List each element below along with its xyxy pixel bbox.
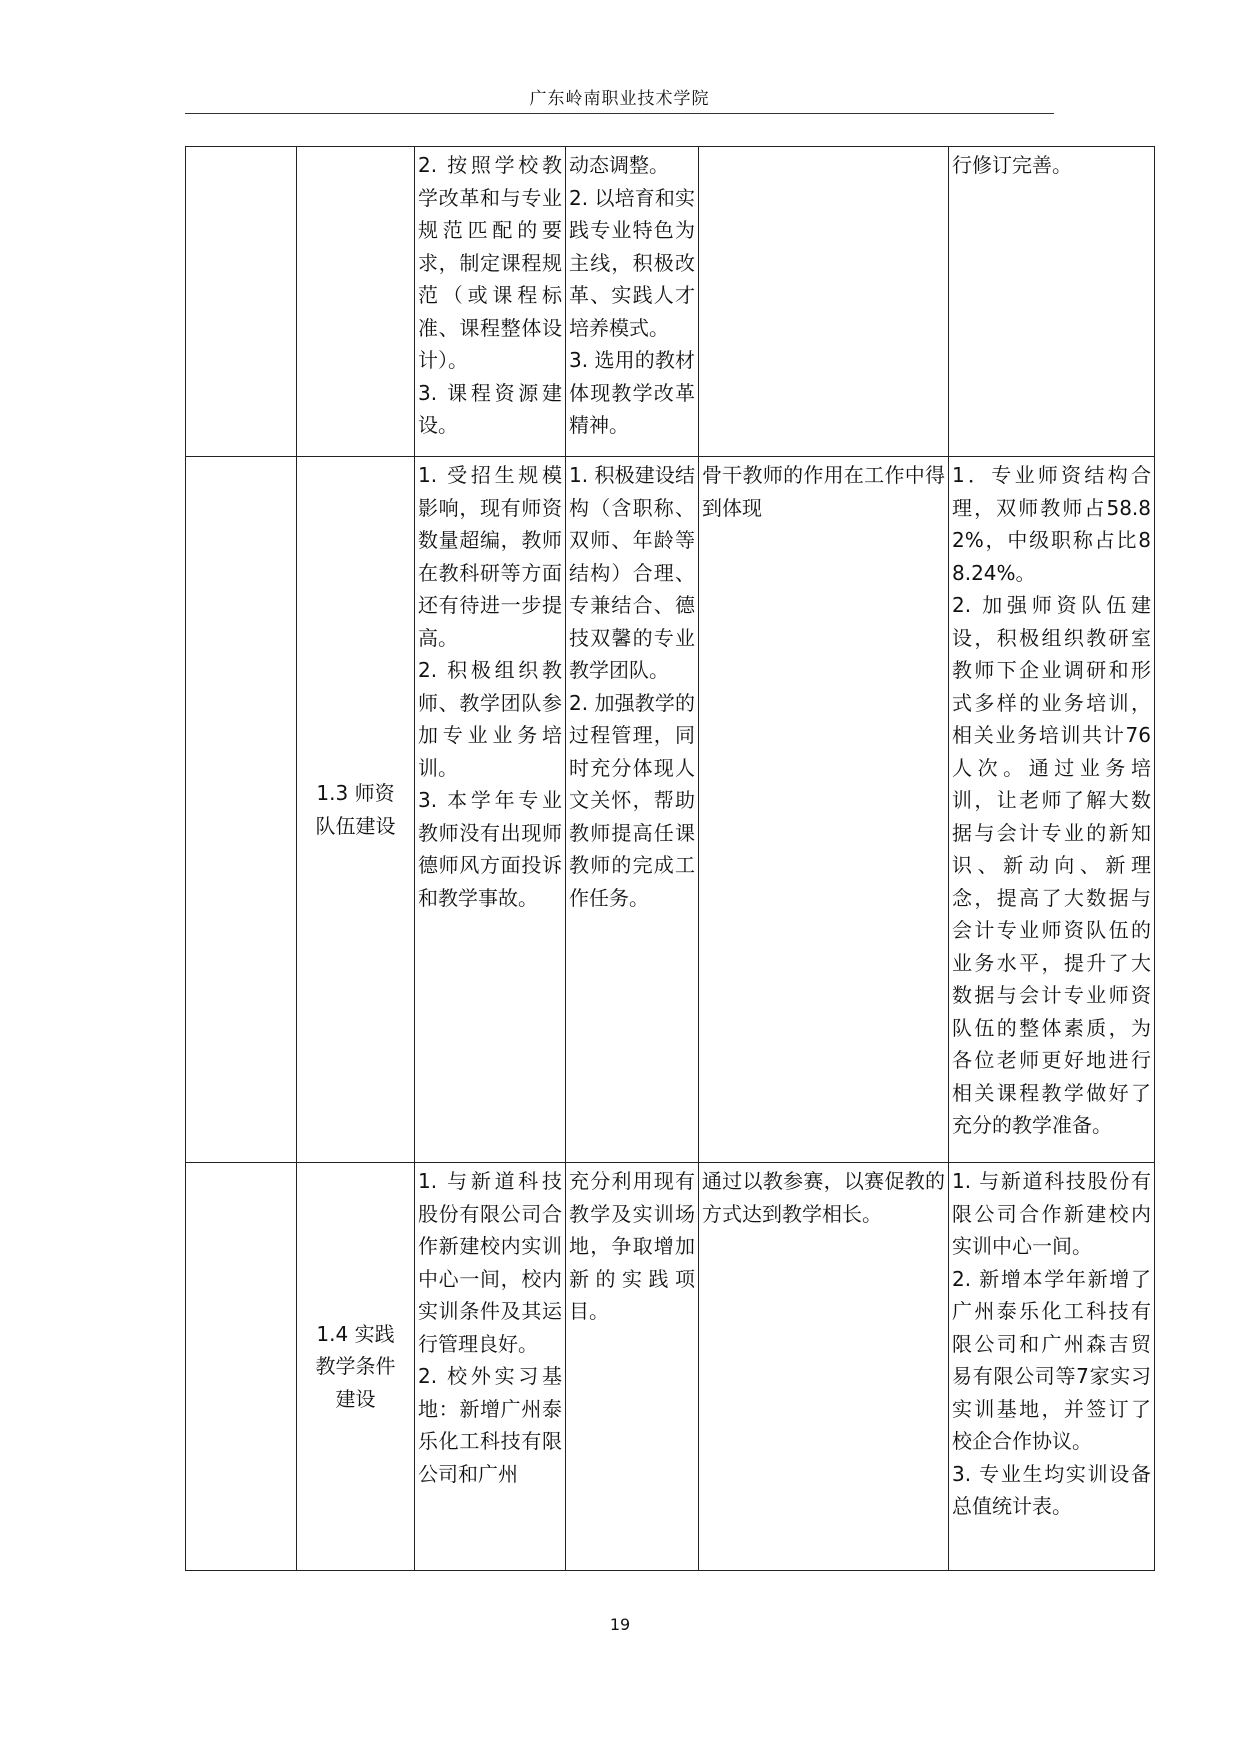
category-cell (186, 1163, 297, 1571)
table-row (186, 1163, 1155, 1571)
sub-item-cell (297, 147, 415, 457)
status-cell: 1. 受招生规模影响，现有师资数量超编，教师在教科研等方面还有待进一步提高。 2. 积极组织教师、教学团队参加专业业务培训。 3. 本学年专业教师没有出现师德师风方面投诉和教学事故。 (415, 457, 566, 1163)
sub-item-cell: 1.3 师资队伍建设 (297, 457, 415, 1163)
evidence-cell: 1. 与新道科技股份有限公司合作新建校内实训中心一间。 2. 新增本学年新增了广州泰乐化工科技有限公司和广州森吉贸易有限公司等7家实习实训基地，并签订了校企合作协议。 3. 专业生均实训设备总值统计表。 (949, 1163, 1155, 1571)
sub-item-cell: 1.4 实践教学条件建设 (297, 1163, 415, 1571)
measures-cell: 动态调整。 2. 以培育和实践专业特色为主线，积极改革、实践人才培养模式。 3. 选用的教材体现教学改革精神。 (566, 147, 699, 457)
category-cell (186, 147, 297, 457)
effect-cell (699, 147, 949, 457)
evaluation-table (185, 146, 1155, 1571)
effect-cell: 骨干教师的作用在工作中得到体现 (699, 457, 949, 1163)
status-cell: 2. 按照学校教学改革和与专业规范匹配的要求，制定课程规范（或课程标准、课程整体设计）。 3. 课程资源建设。 (415, 147, 566, 457)
category-cell (186, 457, 297, 1163)
page-header-title: 广东岭南职业技术学院 (529, 89, 710, 109)
measures-cell: 充分利用现有教学及实训场地，争取增加新的实践项目。 (566, 1163, 699, 1571)
table-row (186, 147, 1155, 457)
measures-cell: 1. 积极建设结构（含职称、双师、年龄等结构）合理、专兼结合、德技双馨的专业教学团队。 2. 加强教学的过程管理，同时充分体现人文关怀，帮助教师提高任课教师的完成工作任务。 (566, 457, 699, 1163)
page-number: 19 (609, 1615, 631, 1634)
status-cell: 1. 与新道科技股份有限公司合作新建校内实训中心一间，校内实训条件及其运行管理良好。 2. 校外实习基地：新增广州泰乐化工科技有限公司和广州 (415, 1163, 566, 1571)
effect-cell: 通过以教参赛，以赛促教的方式达到教学相长。 (699, 1163, 949, 1571)
evidence-cell: 行修订完善。 (949, 147, 1155, 457)
evidence-cell: 1．专业师资结构合理，双师教师占58.82%，中级职称占比88.24%。 2. 加强师资队伍建设，积极组织教研室教师下企业调研和形式多样的业务培训，相关业务培训共计76人次。通过业务培训，让老师了解大数据与会计专业的新知识、新动向、新理念，提高了大数据与会计专业师资队伍的业务水平，提升了大数据与会计专业师资队伍的整体素质，为各位老师更好地进行相关课程教学做好了充分的教学准备。 (949, 457, 1155, 1163)
header-divider (185, 113, 1054, 114)
table-row (186, 457, 1155, 1163)
